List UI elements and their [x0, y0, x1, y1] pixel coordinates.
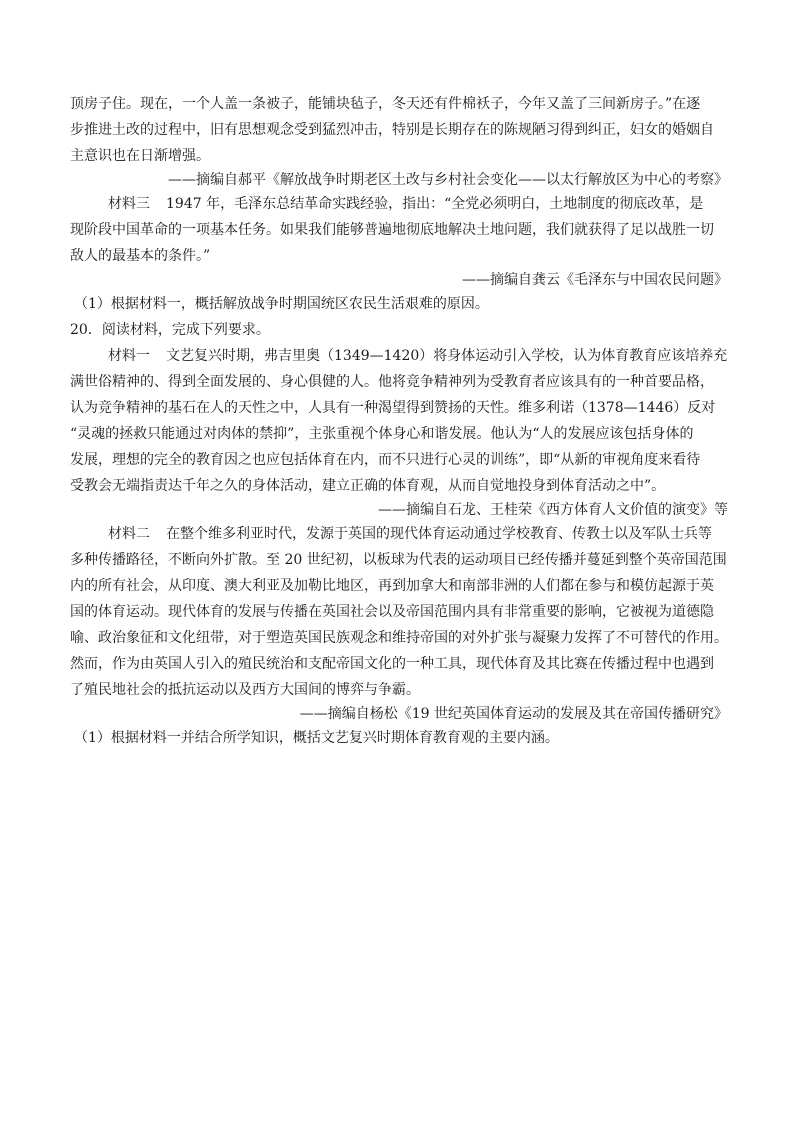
material-1-line-5: 发展，理想的完全的教育因之也应包括体育在内，而不只进行心灵的训练”，即“从新的审视角度来看待 — [70, 452, 701, 468]
material-2-line-2: 多种传播路径，不断向外扩散。至 20 世纪初，以板球为代表的运动项目已经传播并蔓延到整个英帝国范围 — [70, 552, 727, 568]
question-20-heading: 20．阅读材料，完成下列要求。 — [70, 322, 270, 338]
material-1-text-1: 文艺复兴时期，弗吉里奥（1349—1420）将身体运动引入学校，认为体育教育应该培养充 — [166, 348, 728, 364]
material-2-text-1: 在整个维多利亚时代，发源于英国的现代体育运动通过学校教育、传教士以及军队士兵等 — [166, 526, 712, 542]
material-1-line-3: 认为竞争精神的基石在人的天性之中，人具有一种渴望得到赞扬的天性。维多利诺（1378—1446）反对 — [70, 400, 716, 416]
material-2-label: 材料二 — [108, 526, 150, 542]
intro-source: ——摘编自郝平《解放战争时期老区土改与乡村社会变化——以太行解放区为中心的考察》 — [168, 172, 728, 188]
material-1-line-6: 受教会无端指责达千年之久的身体活动，建立正确的体育观，从而自觉地投身到体育活动之中”。 — [70, 478, 666, 494]
material-3-line-1 — [108, 192, 703, 216]
material-2-line-3: 内的所有社会，从印度、澳大利亚及加勒比地区，再到加拿大和南部非洲的人们都在参与和模仿起源于英 — [70, 578, 714, 594]
material-2-source: ——摘编自杨松《19 世纪英国体育运动的发展及其在帝国传播研究》 — [299, 706, 728, 722]
material-3-source: ——摘编自龚云《毛泽东与中国农民问题》 — [462, 272, 728, 288]
material-3-line-3: 敌人的最基本的条件。” — [70, 248, 211, 264]
intro-line-3: 主意识也在日渐增强。 — [70, 148, 210, 164]
material-2-line-1 — [108, 522, 712, 546]
material-1-line-2: 满世俗精神的、得到全面发展的、身心俱健的人。他将竞争精神列为受教育者应该具有的一种首要品格， — [70, 374, 714, 390]
material-2-line-6: 然而，作为由英国人引入的殖民统治和支配帝国文化的一种工具，现代体育及其比赛在传播过程中也遇到 — [70, 656, 714, 672]
intro-line-1: 顶房子住。现在，一个人盖一条被子，能铺块毡子，冬天还有件棉袄子，今年又盖了三间新房子。”在逐 — [70, 96, 701, 112]
material-1-line-1 — [108, 344, 727, 368]
material-1-line-4: “灵魂的拯救只能通过对肉体的禁抑”，主张重视个体身心和谐发展。他认为“人的发展应该包括身体的 — [70, 426, 694, 442]
material-2-line-7: 了殖民地社会的抵抗运动以及西方大国间的博弈与争霸。 — [70, 682, 420, 698]
question-19-1: （1）根据材料一，概括解放战争时期国统区农民生活艰难的原因。 — [74, 296, 489, 312]
material-1-label: 材料一 — [108, 348, 150, 364]
intro-line-2: 步推进土改的过程中，旧有思想观念受到猛烈冲击，特别是长期存在的陈规陋习得到纠正，妇女的婚姻自 — [70, 122, 714, 138]
material-3-label: 材料三 — [108, 196, 150, 212]
material-1-source: ——摘编自石龙、王桂荣《西方体育人文价值的演变》等 — [378, 502, 728, 518]
question-20-1: （1）根据材料一并结合所学知识，概括文艺复兴时期体育教育观的主要内涵。 — [74, 730, 559, 746]
material-3-line-2: 现阶段中国革命的一项基本任务。如果我们能够普遍地彻底地解决土地问题，我们就获得了足以战胜一切 — [70, 222, 714, 238]
material-3-text-1: 1947 年，毛泽东总结革命实践经验，指出：“全党必须明白，土地制度的彻底改革，是 — [166, 196, 704, 212]
material-2-line-5: 喻、政治象征和文化纽带，对于塑造英国民族观念和维持帝国的对外扩张与凝聚力发挥了不可替代的作用。 — [70, 630, 728, 646]
material-2-line-4: 国的体育运动。现代体育的发展与传播在英国社会以及帝国范围内具有非常重要的影响，它被视为道德隐 — [70, 604, 714, 620]
